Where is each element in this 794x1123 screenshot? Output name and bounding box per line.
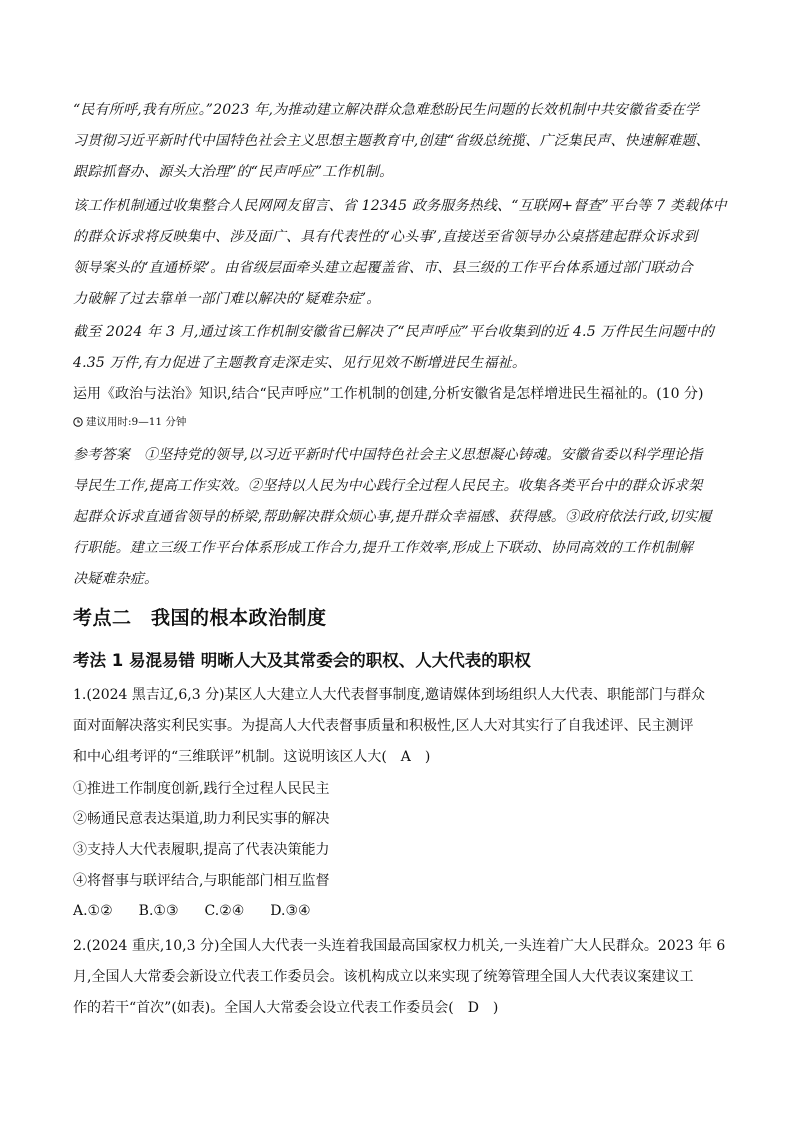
clock-icon bbox=[73, 417, 83, 427]
material-line: 跟踪抓督办、源头大治理”的“民声呼应”工作机制。 bbox=[73, 164, 394, 180]
option-d: D.③④ bbox=[270, 903, 311, 919]
q1-stem-line: 1.(2024 黑吉辽,6,3 分)某区人大建立人大代表督事制度,邀请媒体到场组织人大代表、职能部门与群众 bbox=[73, 687, 705, 703]
material-line: 习贯彻习近平新时代中国特色社会主义思想主题教育中,创建“省级总统揽、广泛集民声、快速解难题、 bbox=[73, 133, 710, 149]
material-line: 截至 2024 年 3 月,通过该工作机制安徽省已解决了“民声呼应”平台收集到的近 4.5 万件民生问题中的 bbox=[73, 324, 715, 340]
question-text: 运用《政治与法治》知识,结合“民声呼应”工作机制的创建,分析安徽省是怎样增进民生福祉的。(10 分) bbox=[73, 386, 704, 402]
material-line: 力破解了过去靠单一部门难以解决的‘疑难杂症’。 bbox=[73, 291, 381, 307]
q1-options bbox=[73, 903, 311, 919]
answer-line: 导民生工作,提高工作实效。②坚持以人民为中心践行全过程人民民主。收集各类平台中的群众诉求架 bbox=[73, 478, 703, 494]
q1-item: ④将督事与联评结合,与职能部门相互监督 bbox=[73, 873, 330, 889]
q1-item: ②畅通民意表达渠道,助力利民实事的解决 bbox=[73, 811, 330, 827]
suggested-time-label: 建议用时:9—11 分钟 bbox=[86, 416, 187, 428]
option-c: C.②④ bbox=[204, 903, 245, 919]
material-line: 领导案头的‘直通桥梁’。由省级层面牵头建立起覆盖省、市、县三级的工作平台体系通过部门联动合 bbox=[73, 260, 693, 276]
suggested-time bbox=[73, 414, 186, 429]
material-line: 该工作机制通过收集整合人民网网友留言、省 12345 政务服务热线、“互联网+督查”平台等 7 类载体中 bbox=[73, 198, 727, 214]
q1-item: ③支持人大代表履职,提高了代表决策能力 bbox=[73, 842, 330, 858]
q1-stem-line: 面对面解决落实利民实事。为提高人大代表督事质量和积极性,区人大对其实行了自我述评、民主测评 bbox=[73, 718, 694, 734]
option-b: B.①③ bbox=[138, 903, 179, 919]
option-a: A.①② bbox=[73, 903, 113, 919]
q2-stem-line: 月,全国人大常委会新设立代表工作委员会。该机构成立以来实现了统筹管理全国人大代表议案建议工 bbox=[73, 969, 694, 985]
material-line: 4.35 万件,有力促进了主题教育走深走实、见行见效不断增进民生福祉。 bbox=[73, 355, 527, 371]
method-heading: 考法 1 易混易错 明晰人大及其常委会的职权、人大代表的职权 bbox=[73, 651, 531, 670]
answer-line: 决疑难杂症。 bbox=[73, 571, 159, 587]
q1-item: ①推进工作制度创新,践行全过程人民民主 bbox=[73, 781, 330, 797]
answer-line: 行职能。建立三级工作平台体系形成工作合力,提升工作效率,形成上下联动、协同高效的工作机制解 bbox=[73, 540, 693, 556]
answer-line: 起群众诉求直通省领导的桥梁,帮助解决群众烦心事,提升群众幸福感、获得感。③政府依法行政,切实履 bbox=[73, 509, 712, 525]
q2-stem-line: 2.(2024 重庆,10,3 分)全国人大代表一头连着我国最高国家权力机关,一头连着广大人民群众。2023 年 6 bbox=[73, 938, 726, 954]
q2-stem-line: 作的若干“首次”(如表)。全国人大常委会设立代表工作委员会( D ) bbox=[73, 1000, 499, 1016]
material-line: 的群众诉求将反映集中、涉及面广、具有代表性的‘心头事’,直接送至省领导办公桌搭建起群众诉求到 bbox=[73, 229, 698, 245]
section-heading: 考点二 我国的根本政治制度 bbox=[73, 607, 327, 629]
q1-stem-line: 和中心组考评的“三维联评”机制。这说明该区人大( A ) bbox=[73, 749, 431, 765]
answer-line: 参考答案 ①坚持党的领导,以习近平新时代中国特色社会主义思想凝心铸魂。安徽省委以科学理论指 bbox=[73, 447, 703, 463]
material-line: “民有所呼,我有所应。”2023 年,为推动建立解决群众急难愁盼民生问题的长效机制中共安徽省委在学 bbox=[73, 102, 700, 118]
